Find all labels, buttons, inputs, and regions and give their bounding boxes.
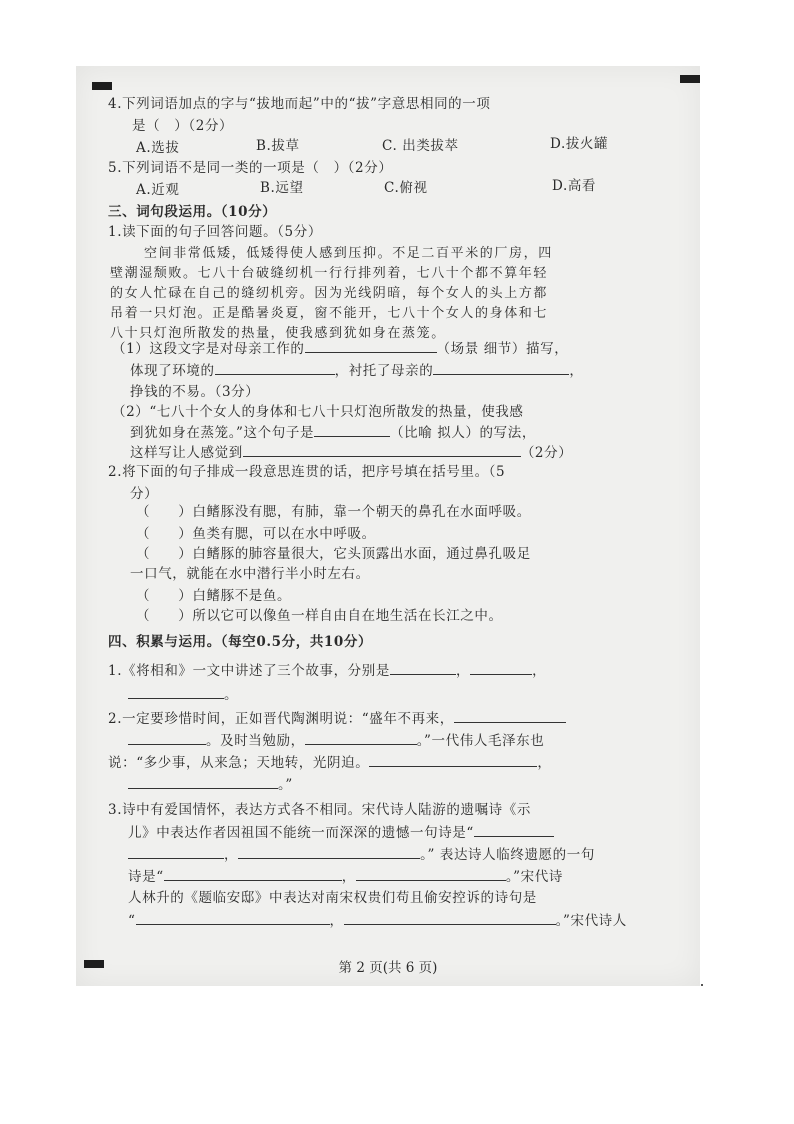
q5-option-c: C.俯视 — [384, 180, 428, 196]
s4-q3-text-j: ， — [329, 913, 344, 929]
s4-q3-line6 — [128, 910, 627, 931]
s4-q2-line3 — [108, 752, 551, 773]
q4-tail: 是（ ）（2分） — [132, 118, 234, 134]
answer-blank[interactable] — [305, 730, 417, 745]
answer-blank[interactable] — [128, 730, 206, 745]
answer-blank[interactable] — [369, 752, 537, 767]
sub1-text-b: （场景 细节）描写， — [436, 341, 569, 357]
q5-stem: 5.下列词语不是同一类的一项是（ ）（2分） — [108, 160, 393, 176]
q4-option-a: A.选拔 — [136, 140, 180, 156]
s4-q2-text-f: 。” — [278, 777, 293, 793]
s4-q2-line1 — [108, 708, 566, 729]
sub2-text-d: 这样写让人感觉到 — [130, 445, 243, 461]
order-item-3: （ ）白鳍豚的肺容量很大，它头顶露出水面，通过鼻孔吸足 — [136, 546, 531, 562]
passage-line-1: 空间非常低矮，低矮得使人感到压抑。不足二百平米的厂房，四 — [144, 246, 553, 261]
passage-line-5: 八十只灯泡所散发的热量，使我感到犹如身在蒸笼。 — [110, 326, 446, 341]
s4-q3-line4 — [128, 866, 563, 887]
sub1-text-d: ，衬托了母亲的 — [334, 363, 434, 379]
s3-q1-sub2-line1: （2）“七八十个女人的身体和七八十只灯泡所散发的热量，使我感 — [112, 404, 524, 420]
answer-blank[interactable] — [164, 866, 342, 881]
s4-q3-text-f: ， — [341, 869, 356, 885]
s3-q1-sub1-line3: 挣钱的不易。（3分） — [130, 384, 260, 400]
answer-blank[interactable] — [474, 822, 554, 837]
s4-q2-text-e: ， — [537, 755, 552, 771]
s4-q2-text-a: 2.一定要珍惜时间，正如晋代陶渊明说：“盛年不再来， — [108, 711, 454, 727]
exam-page — [76, 66, 700, 986]
q5-option-d: D.高看 — [552, 178, 597, 194]
s3-q1-sub1-line2 — [130, 360, 583, 381]
s4-q1-line2 — [128, 684, 238, 705]
q4-option-d: D.拔火罐 — [550, 136, 609, 152]
s3-q2-stem-cont: 分） — [130, 486, 159, 502]
s4-q1-line1 — [108, 660, 546, 681]
q5-option-b: B.远望 — [260, 180, 304, 196]
answer-blank[interactable] — [454, 708, 566, 723]
s4-q3-text-k: 。”宋代诗人 — [555, 913, 627, 929]
sub1-text-a: （1）这段文字是对母亲工作的 — [112, 341, 305, 357]
s3-q1-stem: 1.读下面的句子回答问题。（5分） — [108, 224, 322, 240]
answer-blank[interactable] — [314, 422, 390, 437]
sub1-text-c: 体现了环境的 — [130, 363, 215, 379]
s4-q2-text-d: 说：“多少事，从来急；天地转，光阴迫。 — [108, 755, 370, 771]
s4-q1-sep: ， — [455, 663, 471, 679]
sub2-text-e: （2分） — [520, 445, 573, 461]
sub2-text-c: （比喻 拟人）的写法， — [390, 425, 536, 441]
q4-stem: 4.下列词语加点的字与“拔地而起”中的“拔”字意思相同的一项 — [108, 96, 491, 112]
s4-q3-text-d: 。” 表达诗人临终遗愿的一句 — [420, 847, 595, 863]
answer-blank[interactable] — [243, 442, 521, 457]
page-footer: 第 2 页(共 6 页) — [338, 960, 438, 976]
s4-q2-text-c: 。”一代伟人毛泽东也 — [416, 733, 545, 749]
answer-blank[interactable] — [136, 910, 330, 925]
s3-q1-sub1-line1 — [112, 338, 568, 359]
s4-q3-line1: 3.诗中有爱国情怀，表达方式各不相同。宋代诗人陆游的遗嘱诗《示 — [108, 802, 531, 818]
answer-blank[interactable] — [128, 844, 224, 859]
s4-q3-line3 — [128, 844, 595, 865]
s4-q2-line4 — [128, 774, 293, 795]
s3-q2-stem: 2.将下面的句子排成一段意思连贯的话，把序号填在括号里。（5 — [108, 464, 506, 480]
order-item-4: （ ）白鳍豚不是鱼。 — [136, 588, 292, 604]
s4-q3-text-b: 儿》中表达作者因祖国不能统一而深深的遗憾一句诗是“ — [128, 825, 474, 841]
q5-option-a: A.近观 — [136, 182, 180, 198]
s4-q3-text-g: 。”宋代诗 — [505, 869, 563, 885]
answer-blank[interactable] — [215, 360, 335, 375]
registration-mark-top-left — [92, 82, 112, 90]
answer-blank[interactable] — [344, 910, 556, 925]
sub2-text-b: 到犹如身在蒸笼。”这个句子是 — [130, 425, 315, 441]
passage-line-4: 吊着一只灯泡。正是酷暑炎夏，窗不能开，七八十个女人的身体和七 — [110, 306, 549, 321]
answer-blank[interactable] — [390, 660, 456, 675]
passage-line-3: 的女人忙碌在自己的缝纫机旁。因为光线阴暗，每个女人的头上方都 — [110, 286, 549, 301]
s4-q3-text-i: “ — [128, 913, 136, 929]
answer-blank[interactable] — [305, 338, 437, 353]
sub1-text-e: ， — [569, 363, 584, 379]
answer-blank[interactable] — [433, 360, 569, 375]
order-item-1: （ ）白鳍豚没有腮，有肺，靠一个朝天的鼻孔在水面呼吸。 — [136, 504, 531, 520]
s4-q1-text: 1.《将相和》一文中讲述了三个故事，分别是 — [108, 663, 390, 679]
s3-q1-sub2-line2 — [130, 422, 536, 443]
s4-q3-text-e: 诗是“ — [128, 869, 164, 885]
registration-mark-top-right — [680, 75, 700, 83]
s4-q3-line5: 人林升的《题临安邸》中表达对南宋权贵们苟且偷安控诉的诗句是 — [128, 890, 537, 906]
answer-blank[interactable] — [128, 684, 224, 699]
s4-q1-sep2: ， — [532, 663, 547, 679]
answer-blank[interactable] — [238, 844, 420, 859]
order-item-2: （ ）鱼类有腮，可以在水中呼吸。 — [136, 526, 376, 542]
answer-blank[interactable] — [470, 660, 532, 675]
order-item-3-cont: 一口气，就能在水中潜行半小时左右。 — [130, 566, 370, 582]
speck — [701, 984, 703, 986]
s4-q2-text-b: 。及时当勉励， — [206, 733, 305, 749]
s3-q1-sub2-line3 — [130, 442, 572, 463]
section3-heading: 三、词句段运用。（10分） — [108, 204, 277, 220]
order-item-5: （ ）所以它可以像鱼一样自由自在地生活在长江之中。 — [136, 608, 503, 624]
answer-blank[interactable] — [128, 774, 278, 789]
s4-q2-line2 — [128, 730, 544, 751]
answer-blank[interactable] — [356, 866, 506, 881]
s4-q3-text-c: ， — [224, 847, 239, 863]
passage-line-2: 壁潮湿颓败。七八十台破缝纫机一行行排列着，七八十个都不算年轻 — [110, 266, 549, 281]
section4-heading: 四、积累与运用。（每空0.5分，共10分） — [108, 634, 373, 650]
q4-option-c: C. 出类拔萃 — [382, 138, 459, 154]
s4-q1-end: 。 — [224, 687, 239, 703]
q4-option-b: B.拔草 — [256, 138, 300, 154]
s4-q3-line2 — [128, 822, 554, 843]
